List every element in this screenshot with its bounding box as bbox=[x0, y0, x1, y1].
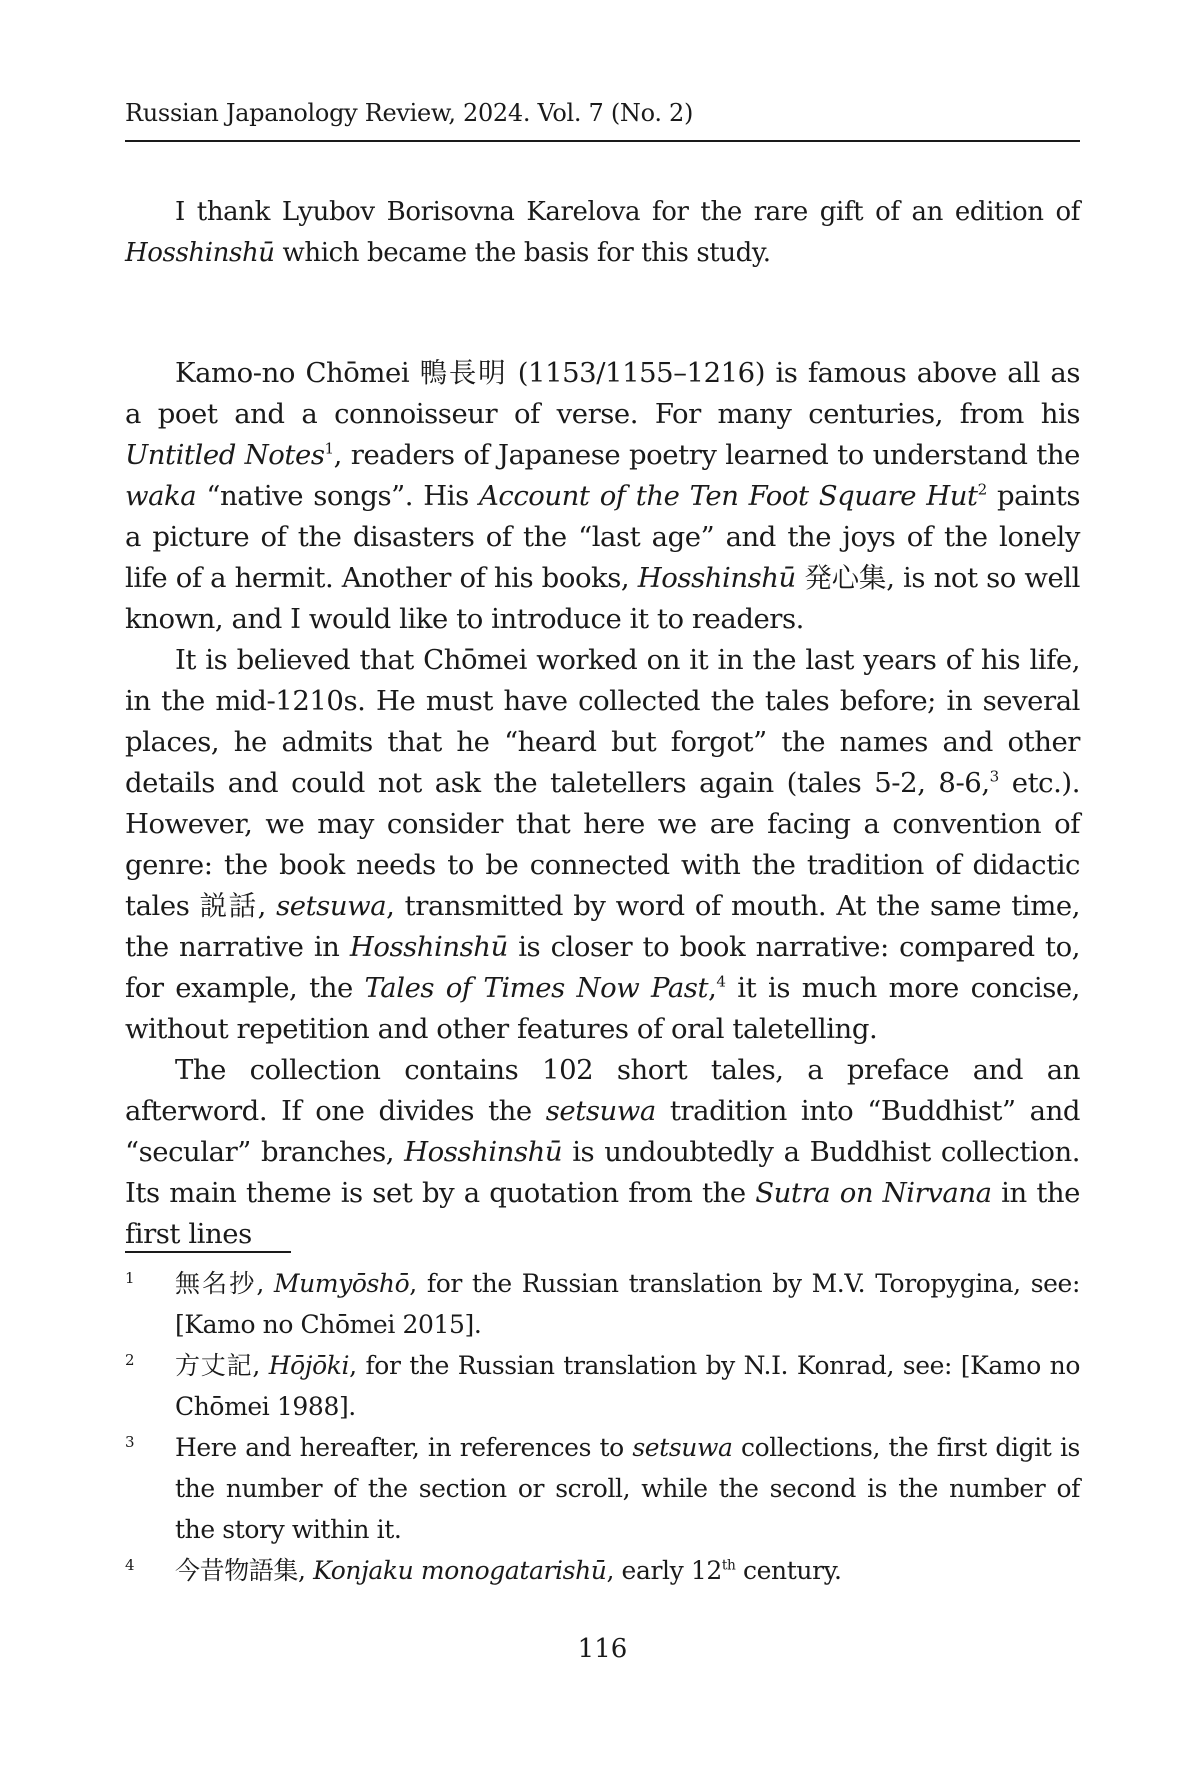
text-run: , readers of Japanese poetry learned to understand the bbox=[333, 439, 1080, 471]
text-run: is undoubtedly a Buddhist collection. Its main theme is set by a quotation from the bbox=[125, 1136, 1080, 1209]
ordinal-suffix: th bbox=[721, 1557, 736, 1574]
footnote-number: 1 bbox=[125, 1269, 135, 1287]
text-run: tradition into “Buddhist” and “secular” branches, bbox=[125, 1095, 1080, 1168]
italic-title: Hosshinshū bbox=[404, 1136, 563, 1168]
paragraph-1 bbox=[125, 353, 1080, 640]
italic-title: Hōjōki bbox=[268, 1351, 350, 1380]
footnote-3 bbox=[125, 1427, 1080, 1550]
italic-title: Hosshinshū bbox=[637, 562, 796, 594]
italic-term: setsuwa bbox=[276, 890, 387, 922]
text-run: , for the Russian translation by M.V. Toropygina, see: [Kamo no Chōmei 2015]. bbox=[175, 1269, 1080, 1339]
footnote-number: 4 bbox=[125, 1556, 135, 1574]
text-run: 方丈記, bbox=[175, 1351, 269, 1380]
text-run: The collection contains 102 short tales, a preface and an afterword. If one divides the bbox=[125, 1054, 1080, 1127]
italic-term: waka bbox=[125, 480, 197, 512]
text-run: , transmitted by word of mouth. At the same time, the narrative in bbox=[125, 890, 1080, 963]
footnotes bbox=[125, 1263, 1080, 1591]
italic-title: Hosshinshū bbox=[349, 931, 508, 963]
running-head: Russian Japanology Review, 2024. Vol. 7 (No. 2) bbox=[125, 99, 694, 127]
body-text bbox=[125, 353, 1080, 1255]
italic-title: Account of the Ten Foot Square Hut bbox=[478, 480, 978, 512]
text-run: , early 12 bbox=[606, 1556, 722, 1585]
text-run: 今昔物語集, bbox=[175, 1556, 314, 1585]
text-run: Here and hereafter, in references to bbox=[175, 1433, 633, 1462]
text-run: , for the Russian translation by N.I. Konrad, see: [Kamo no Chōmei 1988]. bbox=[175, 1351, 1080, 1421]
text-run: It is believed that Chōmei worked on it in the last years of his life, in the mid-1210s. He must have collected the tales before; in several places, he admits that he “heard but forgot” the names and other details and could not ask the taletellers again (tales 5-2, 8-6, bbox=[125, 644, 1080, 799]
italic-title: Mumyōshō bbox=[273, 1269, 410, 1298]
italic-term: setsuwa bbox=[545, 1095, 656, 1127]
text-run: Kamo-no Chōmei 鴨長明 (1153/1155–1216) is famous above all as a poet and a connoisseur of verse. For many centuries, from his bbox=[125, 357, 1080, 430]
text-run: 発心集, is not so well known, and I would like to introduce it to readers. bbox=[125, 562, 1080, 635]
footnote-1 bbox=[125, 1263, 1080, 1345]
text-run: , bbox=[708, 972, 717, 1004]
footnote-number: 3 bbox=[125, 1433, 135, 1451]
page-number: 116 bbox=[577, 1634, 628, 1664]
footnote-ref: 3 bbox=[989, 767, 999, 786]
paragraph-3 bbox=[125, 1050, 1080, 1255]
ack-text: which became the basis for this study. bbox=[274, 238, 771, 268]
footnote-ref: 4 bbox=[716, 972, 726, 991]
paragraph-2 bbox=[125, 640, 1080, 1050]
italic-title: Sutra on Nirvana bbox=[755, 1177, 992, 1209]
footnote-4 bbox=[125, 1550, 1080, 1591]
ack-title: Hosshinshū bbox=[125, 238, 275, 268]
footnote-number: 2 bbox=[125, 1351, 135, 1369]
italic-title: Konjaku monogatarishū bbox=[313, 1556, 607, 1585]
footnote-2 bbox=[125, 1345, 1080, 1427]
italic-title: Untitled Notes bbox=[125, 439, 325, 471]
header-rule bbox=[125, 140, 1080, 142]
acknowledgement bbox=[125, 192, 1080, 274]
footnote-ref: 1 bbox=[324, 439, 334, 458]
text-run: 無名抄, bbox=[175, 1269, 274, 1298]
italic-term: setsuwa bbox=[632, 1433, 733, 1462]
text-run: in the first lines bbox=[125, 1177, 1081, 1250]
italic-title: Tales of Times Now Past bbox=[364, 972, 709, 1004]
text-run: paints a picture of the disasters of the “last age” and the joys of the lonely life of a hermit. Another of his books, bbox=[125, 480, 1080, 594]
footnote-separator bbox=[125, 1251, 291, 1253]
ack-text: I thank Lyubov Borisovna Karelova for the rare gift of an edition of bbox=[175, 197, 1080, 227]
text-run: “native songs”. His bbox=[196, 480, 479, 512]
text-run: collections, the first digit is the number of the section or scroll, while the second is the number of the story within it. bbox=[175, 1433, 1080, 1544]
text-run: is closer to book narrative: compared to, for example, the bbox=[125, 931, 1080, 1004]
footnote-ref: 2 bbox=[977, 480, 987, 499]
text-run: etc.). However, we may consider that here we are facing a convention of genre: the book needs to be connected with the tradition of didactic tales 説話, bbox=[125, 767, 1081, 922]
text-run: it is much more concise, without repetition and other features of oral taletelling. bbox=[125, 972, 1080, 1045]
text-run: century. bbox=[735, 1556, 842, 1585]
